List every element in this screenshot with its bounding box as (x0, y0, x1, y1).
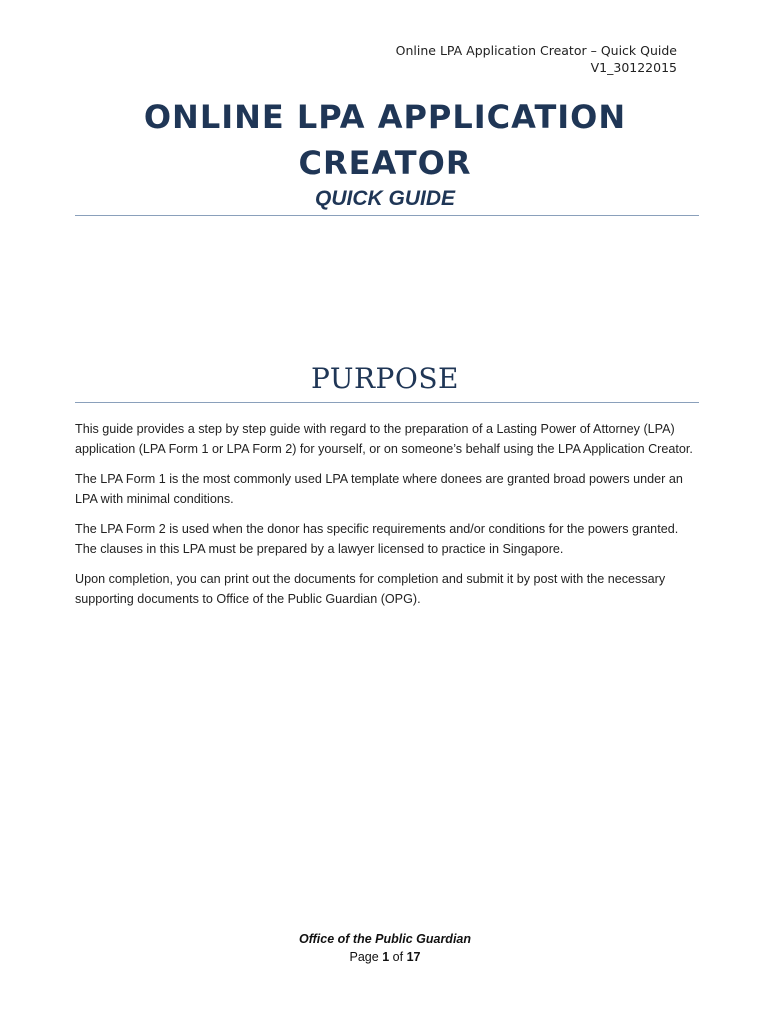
purpose-paragraph: This guide provides a step by step guide with regard to the preparation of a Lasting Power of Attorney (LPA) application (LPA Form 1 or LPA Form 2) for yourself, or on someone’s behalf using the LPA Application Creator. (75, 422, 693, 456)
document-title (0, 94, 770, 186)
header-document-name: Online LPA Application Creator – Quick Quide (395, 43, 677, 58)
page-word: Page (349, 950, 379, 964)
purpose-paragraph: Upon completion, you can print out the documents for completion and submit it by post with the necessary supporting documents to Office of the Public Guardian (OPG). (75, 572, 666, 606)
document-subtitle: QUICK GUIDE (314, 187, 455, 210)
page-header (396, 42, 677, 76)
purpose-body (75, 420, 700, 620)
document-title-line-1: ONLINE LPA APPLICATION (143, 98, 627, 136)
header-version: V1_30122015 (590, 60, 677, 75)
purpose-heading: PURPOSE (311, 362, 459, 395)
purpose-paragraph: The LPA Form 2 is used when the donor has specific requirements and/or conditions for the powers granted. The clauses in this LPA must be prepared by a lawyer licensed to practice in Singapore. (75, 522, 679, 556)
title-divider (75, 215, 699, 216)
purpose-divider (75, 402, 699, 403)
document-title-line-2: CREATOR (298, 144, 472, 182)
page-current: 1 (382, 950, 390, 964)
page-footer (0, 930, 770, 966)
page-total: 17 (406, 950, 421, 964)
purpose-paragraph: The LPA Form 1 is the most commonly used LPA template where donees are granted broad powers under an LPA with minimal conditions. (75, 472, 683, 506)
of-word: of (392, 950, 404, 964)
footer-organisation: Office of the Public Guardian (298, 932, 471, 946)
page-number (0, 948, 770, 966)
